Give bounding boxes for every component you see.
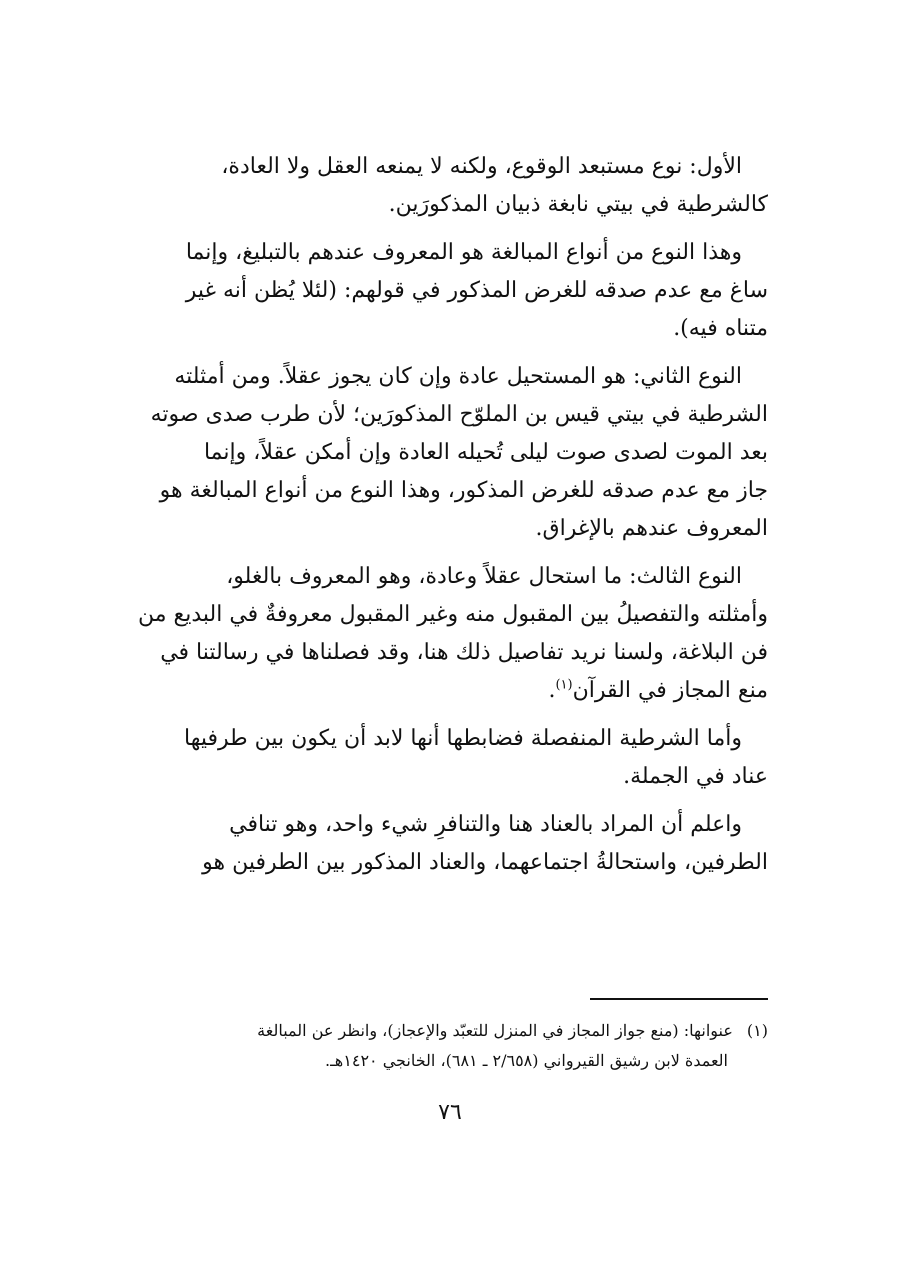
- footnote-line: [128, 1016, 768, 1046]
- footnotes: [128, 1016, 768, 1076]
- text-line: الطرفين، واستحالةُ اجتماعهما، والعناد المذكور بين الطرفين هو: [202, 850, 768, 875]
- text-line: [128, 672, 768, 710]
- text-line: متناه فيه).: [673, 316, 768, 341]
- text-fragment: منع المجاز في القرآن: [572, 678, 768, 703]
- paragraph-3: [128, 358, 768, 548]
- paragraph-1: [128, 148, 768, 224]
- text-line: واعلم أن المراد بالعناد هنا والتنافرِ شيء واحد، وهو تنافي: [229, 812, 742, 837]
- footnote-text: عنوانها: (منع جواز المجاز في المنزل للتعبّد والإعجاز)، وانظر عن المبالغة: [257, 1021, 733, 1040]
- text-line: وأما الشرطية المنفصلة فضابطها أنها لابد أن يكون بين طرفيها: [184, 726, 742, 751]
- footnote-reference[interactable]: (١): [555, 677, 573, 693]
- paragraph-5: [128, 720, 768, 796]
- footnote-separator: [590, 998, 768, 1000]
- main-text: [128, 148, 768, 892]
- text-line: فن البلاغة، ولسنا نريد تفاصيل ذلك هنا، وقد فصلناها في رسالتنا في: [160, 640, 768, 665]
- text-line: المعروف عندهم بالإغراق.: [535, 516, 768, 541]
- text-line: جاز مع عدم صدقه للغرض المذكور، وهذا النوع من أنواع المبالغة هو: [159, 478, 768, 503]
- text-line: النوع الثالث: ما استحال عقلاً وعادة، وهو المعروف بالغلو،: [226, 564, 742, 589]
- text-line: وأمثلته والتفصيلُ بين المقبول منه وغير المقبول معروفةٌ في البديع من: [137, 602, 768, 627]
- text-line: النوع الثاني: هو المستحيل عادة وإن كان يجوز عقلاً. ومن أمثلته: [174, 364, 742, 389]
- text-line: الأول: نوع مستبعد الوقوع، ولكنه لا يمنعه العقل ولا العادة،: [221, 154, 742, 179]
- text-fragment: .: [548, 678, 556, 703]
- text-line: الشرطية في بيتي قيس بن الملوّح المذكورَين؛ لأن طرب صدى صوته: [150, 402, 768, 427]
- page-number: ٧٦: [438, 1100, 462, 1125]
- footnote-text: العمدة لابن رشيق القيرواني (٢/٦٥٨ ـ ٦٨١)، الخانجي ١٤٢٠هـ.: [325, 1051, 728, 1070]
- paragraph-6: [128, 806, 768, 882]
- text-line: عناد في الجملة.: [623, 764, 768, 789]
- paragraph-4: [128, 558, 768, 710]
- footnote-line: [128, 1046, 768, 1076]
- text-line: وهذا النوع من أنواع المبالغة هو المعروف عندهم بالتبليغ، وإنما: [185, 240, 742, 265]
- footnote-number: (١): [746, 1021, 768, 1040]
- text-line: ساغ مع عدم صدقه للغرض المذكور في قولهم: (لئلا يُظن أنه غير: [185, 278, 768, 303]
- paragraph-2: [128, 234, 768, 348]
- text-line: بعد الموت لصدى صوت ليلى تُحيله العادة وإن أمكن عقلاً، وإنما: [203, 440, 768, 465]
- text-line: كالشرطية في بيتي نابغة ذبيان المذكورَين.: [388, 192, 768, 217]
